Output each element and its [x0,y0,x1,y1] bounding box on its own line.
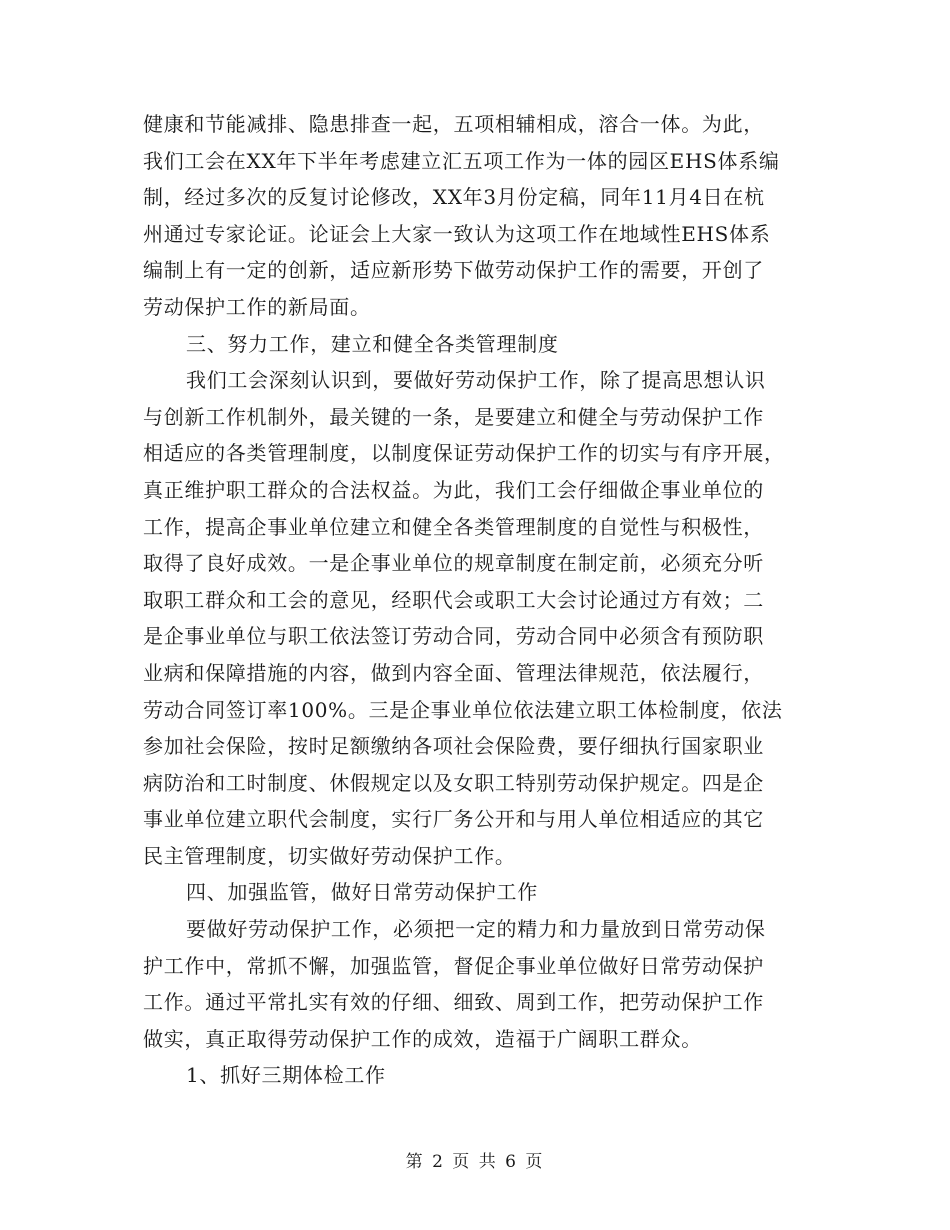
text-line: 工作，提高企事业单位建立和健全各类管理制度的自觉性与积极性， [143,514,764,539]
text-line: 工作。通过平常扎实有效的仔细、细致、周到工作，把劳动保护工作 [143,990,764,1015]
text-line: 编制上有一定的创新，适应新形势下做劳动保护工作的需要，开创了 [143,258,764,283]
text-line: 要做好劳动保护工作，必须把一定的精力和力量放到日常劳动保 [186,917,766,942]
text-line: 真正维护职工群众的合法权益。为此，我们工会仔细做企事业单位的 [143,477,764,502]
section-heading-3: 三、努力工作，建立和健全各类管理制度 [186,331,559,356]
text-line: 护工作中，常抓不懈，加强监管，督促企事业单位做好日常劳动保护 [143,953,764,978]
text-line: 制，经过多次的反复讨论修改，XX年3月份定稿，同年11月4日在杭 [143,185,765,210]
text-line: 民主管理制度，切实做好劳动保护工作。 [143,843,516,868]
text-line: 州通过专家论证。论证会上大家一致认为这项工作在地域性EHS体系 [143,221,771,246]
subsection-heading: 1、抓好三期体检工作 [186,1063,386,1088]
text-line: 相适应的各类管理制度，以制度保证劳动保护工作的切实与有序开展， [143,441,785,466]
text-line: 事业单位建立职代会制度，实行厂务公开和与用人单位相适应的其它 [143,807,764,832]
text-line: 劳动合同签订率100%。三是企事业单位依法建立职工体检制度，依法 [143,697,783,722]
text-line: 健康和节能减排、隐患排查一起，五项相辅相成，溶合一体。为此， [143,112,764,136]
text-line: 业病和保障措施的内容，做到内容全面、管理法律规范，依法履行， [143,660,764,685]
document-body [143,106,803,1094]
text-line: 取得了良好成效。一是企事业单位的规章制度在制定前，必须充分听 [143,551,764,576]
section-heading-4: 四、加强监管，做好日常劳动保护工作 [186,880,538,905]
text-line: 与创新工作机制外，最关键的一条，是要建立和健全与劳动保护工作 [143,404,764,429]
text-line: 做实，真正取得劳动保护工作的成效，造福于广阔职工群众。 [143,1026,702,1051]
text-line: 劳动保护工作的新局面。 [143,294,371,319]
text-line: 取职工群众和工会的意见，经职代会或职工大会讨论通过方有效；二 [143,587,764,612]
text-line: 病防治和工时制度、休假规定以及女职工特别劳动保护规定。四是企 [143,770,764,795]
text-line: 我们工会深刻认识到，要做好劳动保护工作，除了提高思想认识 [186,368,766,393]
text-line: 是企事业单位与职工依法签订劳动合同，劳动合同中必须含有预防职 [143,624,764,649]
text-line: 我们工会在XX年下半年考虑建立汇五项工作为一体的园区EHS体系编 [143,148,780,173]
page-number-footer: 第 2 页 共 6 页 [405,1152,545,1172]
text-line: 参加社会保险，按时足额缴纳各项社会保险费，要仔细执行国家职业 [143,734,764,759]
